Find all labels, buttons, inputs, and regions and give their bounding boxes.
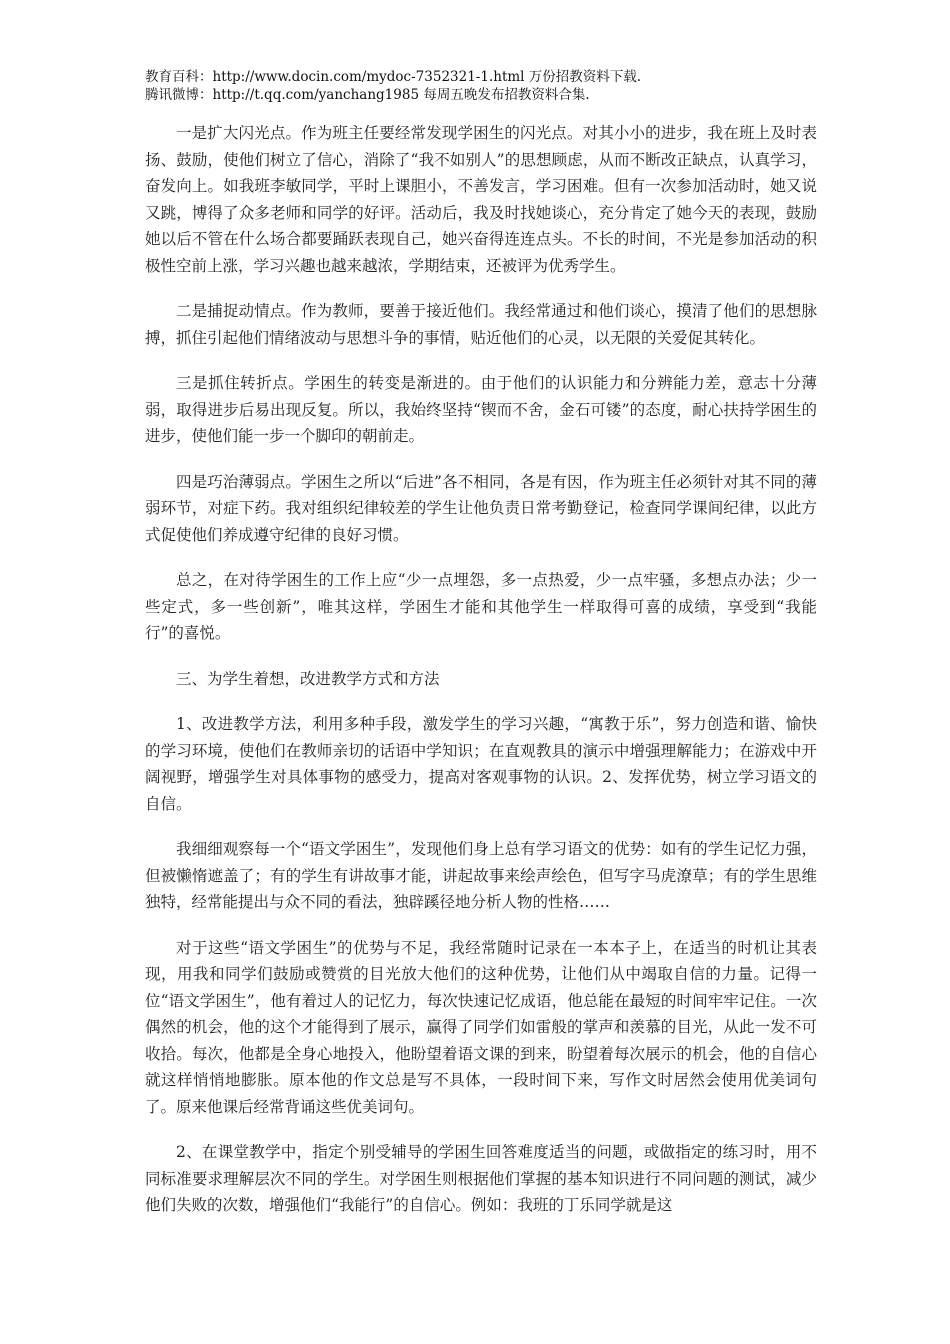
paragraph-summary: 总之，在对待学困生的工作上应“少一点埋怨，多一点热爱，少一点牢骚，多想点办法；少一些定式，多一些创新”，唯其这样，学困生才能和其他学生一样取得可喜的成绩，享受到“我能行”的喜悦。 [145,571,817,642]
paragraph-highlight-point: 一是扩大闪光点。作为班主任要经常发现学困生的闪光点。对其小小的进步，我在班上及时表扬、鼓励，使他们树立了信心，消除了“我不如别人”的思想顾虑，从而不断改正缺点，认真学习，奋发向上。如我班李敏同学，平时上课胆小，不善发言，学习困难。但有一次参加活动时，她又说又跳，博得了众多老师和同学的好评。活动后，我及时找她谈心，充分肯定了她今天的表现，鼓励她以后不管在什么场合都要踊跃表现自己，她兴奋得连连点头。不长的时间，不光是参加活动的积极性空前上涨，学习兴趣也越来越浓，学期结束，还被评为优秀学生。 [145,124,817,275]
document-body [145,120,817,1238]
header-line-weibo: 腾讯微博：http://t.qq.com/yanchang1985 每周五晚发布招教资料合集. [145,87,590,103]
paragraph-weak-point: 四是巧治薄弱点。学困生之所以“后进”各不相同，各是有因，作为班主任必须针对其不同的薄弱环节，对症下药。我对组织纪律较差的学生让他负责日常考勤登记，检查同学课间纪律，以此方式促使他们养成遵守纪律的良好习惯。 [145,472,817,544]
paragraph-classroom: 2、在课堂教学中，指定个别受辅导的学困生回答难度适当的问题，或做指定的练习时，用不同标准要求理解层次不同的学生。对学困生则根据他们掌握的基本知识进行不同问题的测试，减少他们失败的次数，增强他们“我能行”的自信心。例如：我班的丁乐同学就是这 [145,1143,817,1214]
paragraph-emotion-point: 二是捕捉动情点。作为教师，要善于接近他们。我经常通过和他们谈心，摸清了他们的思想脉搏，抓住引起他们情绪波动与思想斗争的事情，贴近他们的心灵，以无限的关爱促其转化。 [145,302,817,347]
section-heading: 三、为学生着想，改进教学方式和方法 [176,669,440,688]
page-header [145,68,825,104]
paragraph-teaching-methods: 1、改进教学方法，利用多种手段，激发学生的学习兴趣，“寓教于乐”，努力创造和谐、愉快的学习环境，使他们在教师亲切的话语中学知识；在直观教具的演示中增强理解能力；在游戏中开阔视野，增强学生对具体事物的感受力，提高对客观事物的认识。2、发挥优势，树立学习语文的自信。 [145,715,817,813]
paragraph-observation: 我细细观察每一个“语文学困生”，发现他们身上总有学习语文的优势：如有的学生记忆力强，但被懒惰遮盖了；有的学生有讲故事才能，讲起故事来绘声绘色，但写字马虎潦草；有的学生思维独特，经常能提出与众不同的看法，独辟蹊径地分析人物的性格…… [145,840,817,911]
header-line-docin: 教育百科：http://www.docin.com/mydoc-7352321-1.html 万份招教资料下载. [145,69,642,85]
paragraph-strengths: 对于这些“语文学困生”的优势与不足，我经常随时记录在一本本子上，在适当的时机让其表现，用我和同学们鼓励或赞赏的目光放大他们的这种优势，让他们从中竭取自信的力量。记得一位“语文学困生”，他有着过人的记忆力，每次快速记忆成语，他总能在最短的时间牢牢记住。一次偶然的机会，他的这个才能得到了展示，赢得了同学们如雷般的掌声和羡慕的目光，从此一发不可收拾。每次，他都是全身心地投入，他盼望着语文课的到来，盼望着每次展示的机会，他的自信心就这样悄悄地膨胀。原本他的作文总是写不具体，一段时间下来，写作文时居然会使用优美词句了。原来他课后经常背诵这些优美词句。 [145,938,817,1116]
paragraph-turning-point: 三是抓住转折点。学困生的转变是渐进的。由于他们的认识能力和分辨能力差，意志十分薄弱，取得进步后易出现反复。所以，我始终坚持“锲而不舍，金石可镂”的态度，耐心扶持学困生的进步，使他们能一步一个脚印的朝前走。 [145,374,817,445]
